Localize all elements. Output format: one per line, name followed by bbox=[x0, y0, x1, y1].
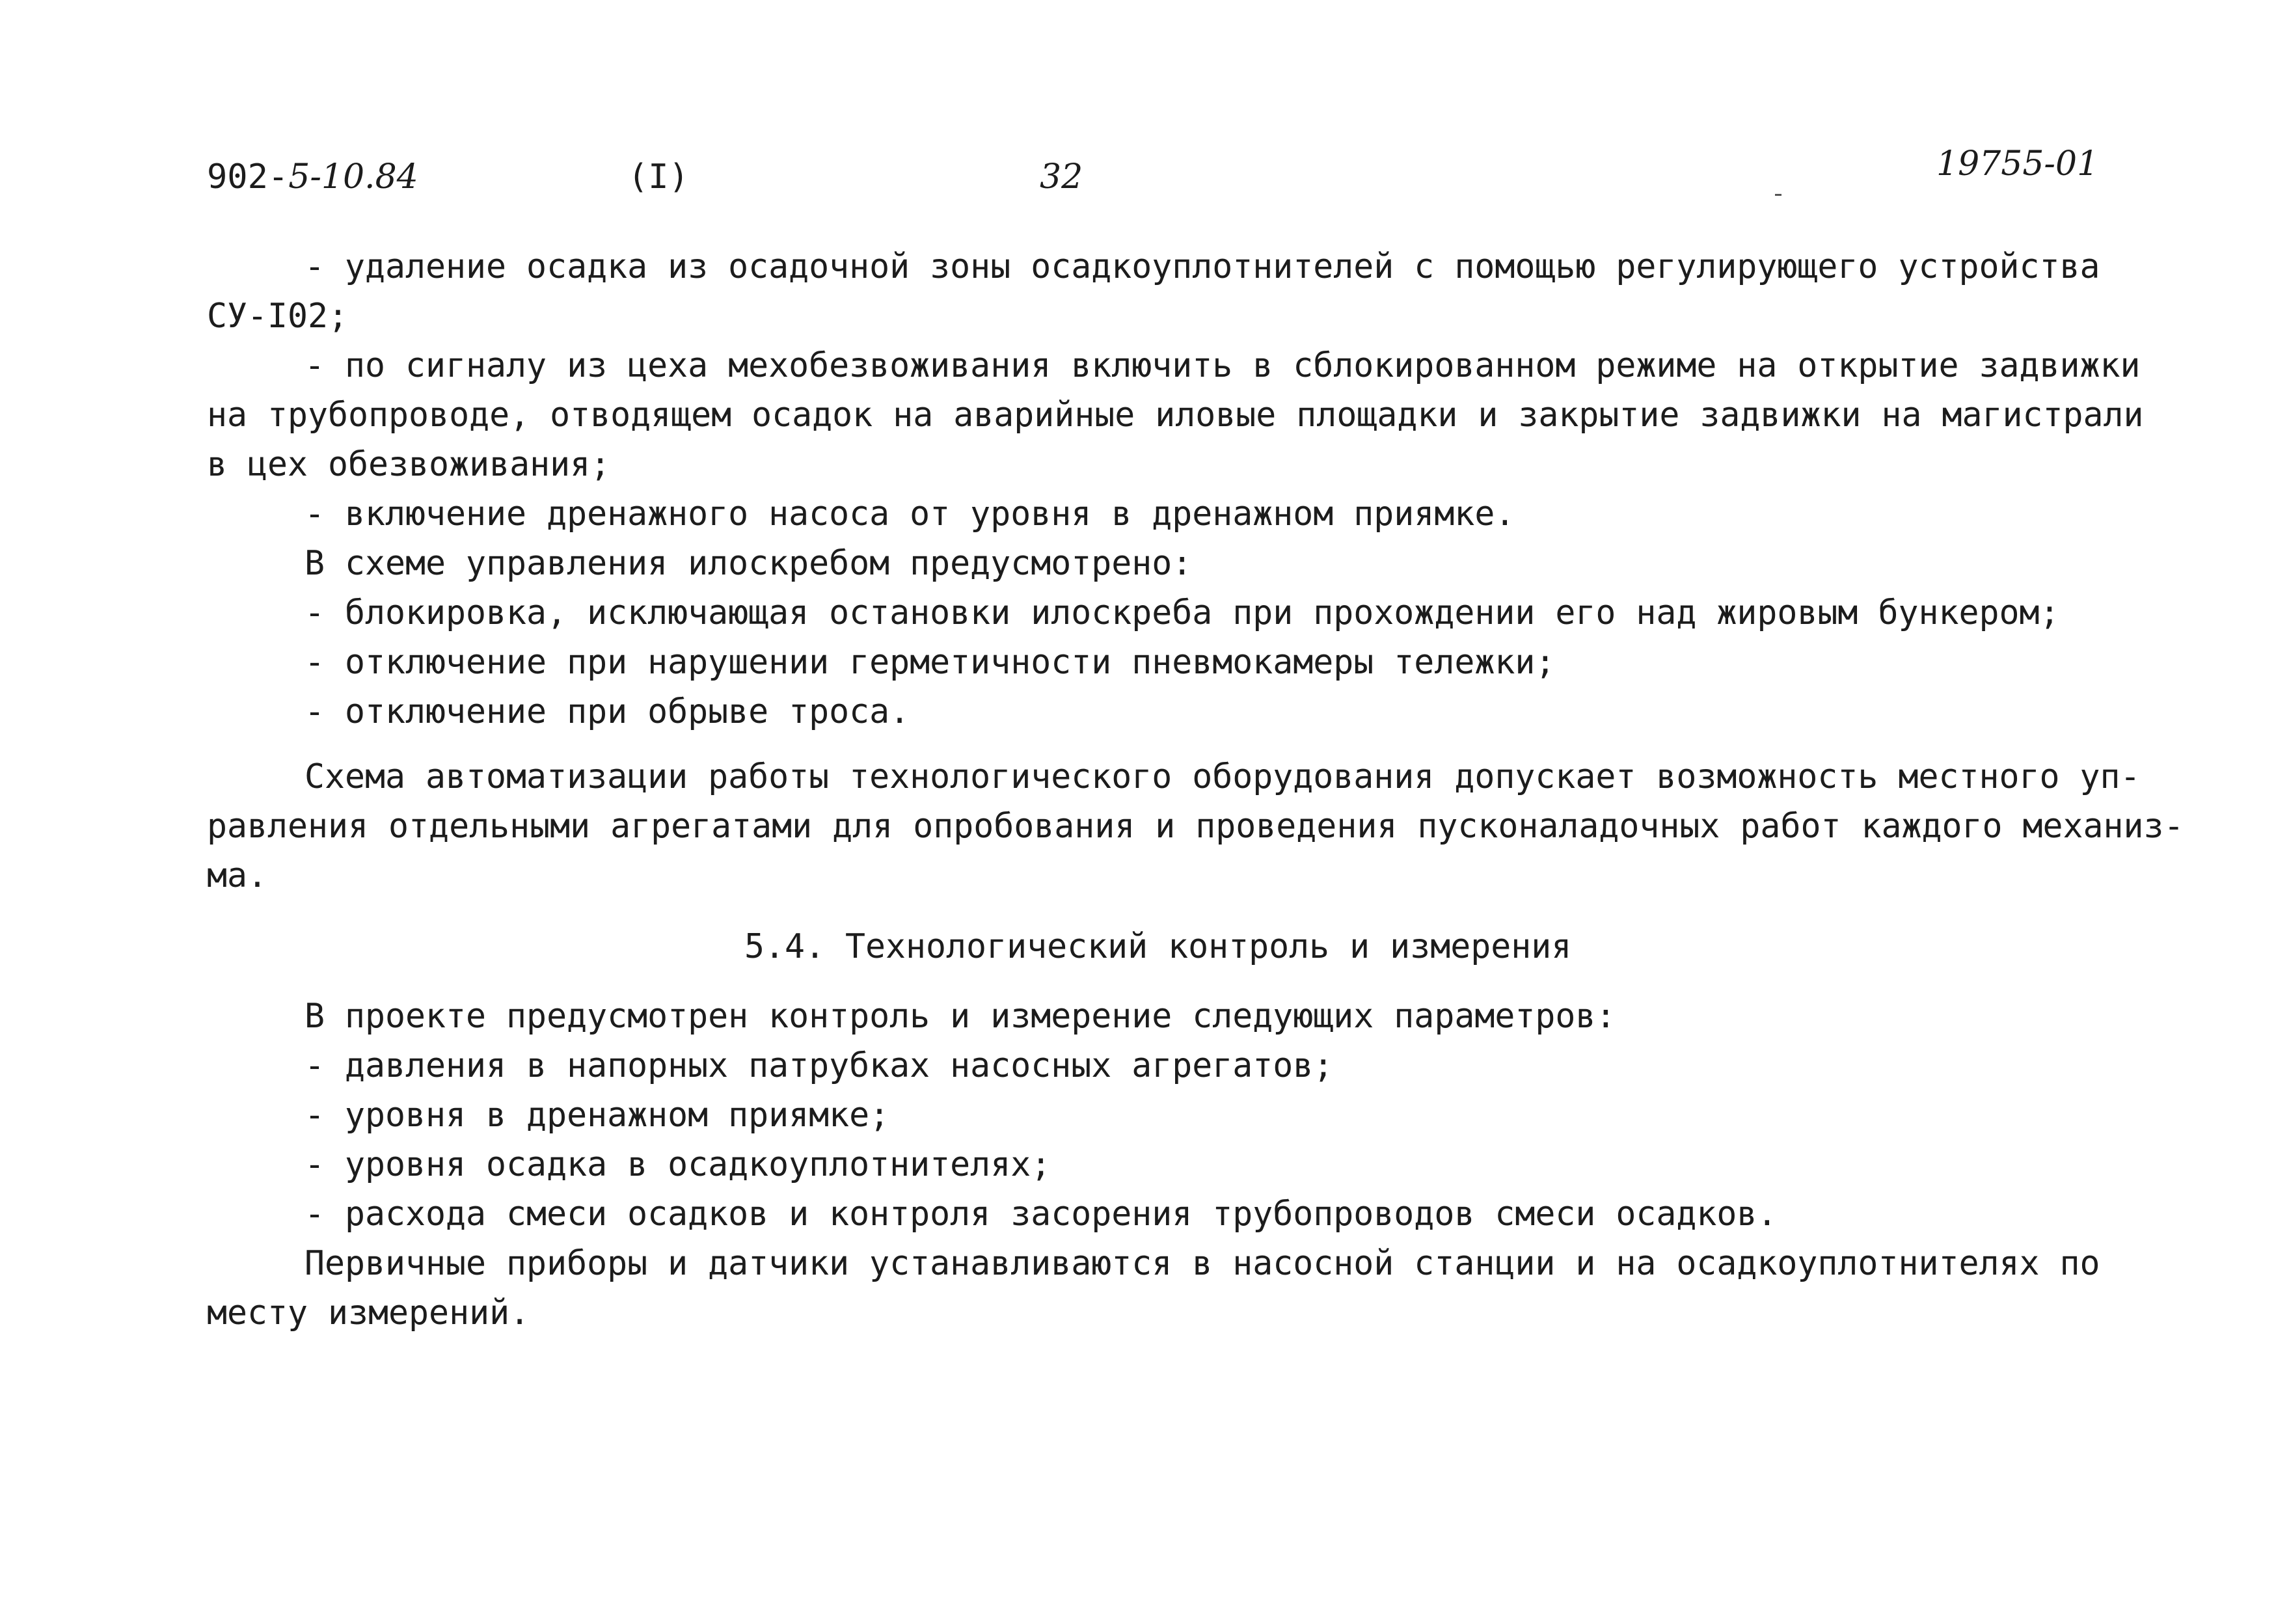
paragraph-line: ма. bbox=[207, 856, 268, 895]
paragraph-line: в цех обезвоживания; bbox=[207, 445, 611, 484]
section-heading: 5.4. Технологический контроль и измерения bbox=[744, 927, 1572, 966]
paragraph-line: равления отдельными агрегатами для опробования и проведения пусконаладочных работ каждого механиз- bbox=[207, 807, 2184, 846]
paragraph-line: В схеме управления илоскребом предусмотрено: bbox=[305, 544, 1193, 583]
paragraph-line: СУ-I02; bbox=[207, 297, 349, 336]
document-code bbox=[207, 157, 418, 196]
list-item: - уровня осадка в осадкоуплотнителях; bbox=[305, 1145, 1051, 1184]
scan-mark bbox=[1775, 194, 1781, 196]
paragraph-line: - включение дренажного насоса от уровня в дренажном приямке. bbox=[305, 494, 1515, 534]
list-item: - блокировка, исключающая остановки илоскреба при прохождении его над жировым бункером; bbox=[305, 593, 2060, 632]
paragraph-line: на трубопроводе, отводящем осадок на аварийные иловые площадки и закрытие задвижки на магистрали bbox=[207, 396, 2144, 435]
list-item: - давления в напорных патрубках насосных агрегатов; bbox=[305, 1046, 1334, 1085]
list-item: - уровня в дренажном приямке; bbox=[305, 1096, 890, 1135]
document-code-handwritten: 5-10.84 bbox=[288, 157, 418, 196]
list-item: - отключение при нарушении герметичности пневмокамеры тележки; bbox=[305, 643, 1556, 682]
list-item: - расхода смеси осадков и контроля засорения трубопроводов смеси осадков. bbox=[305, 1195, 1778, 1234]
paragraph-line: Первичные приборы и датчики устанавливаются в насосной станции и на осадкоуплотнителях по bbox=[305, 1244, 2100, 1283]
paragraph-line: - удаление осадка из осадочной зоны осадкоуплотнителей с помощью регулирующего устройства bbox=[305, 247, 2100, 286]
page-number: 32 bbox=[1040, 157, 1083, 196]
document-body bbox=[207, 242, 2191, 1338]
list-item: - отключение при обрыве троса. bbox=[305, 692, 910, 731]
paragraph-line: месту измерений. bbox=[207, 1293, 530, 1333]
paragraph-line: - по сигналу из цеха мехобезвоживания включить в сблокированном режиме на открытие задвижки bbox=[305, 346, 2141, 385]
paragraph-line: Схема автоматизации работы технологического оборудования допускает возможность местного уп- bbox=[305, 757, 2141, 796]
sheet-marker: (I) bbox=[628, 157, 689, 196]
inventory-number: 19755-01 bbox=[1936, 144, 2099, 183]
paragraph-line: В проекте предусмотрен контроль и измерение следующих параметров: bbox=[305, 997, 1616, 1036]
document-code-prefix: 902- bbox=[207, 157, 289, 196]
